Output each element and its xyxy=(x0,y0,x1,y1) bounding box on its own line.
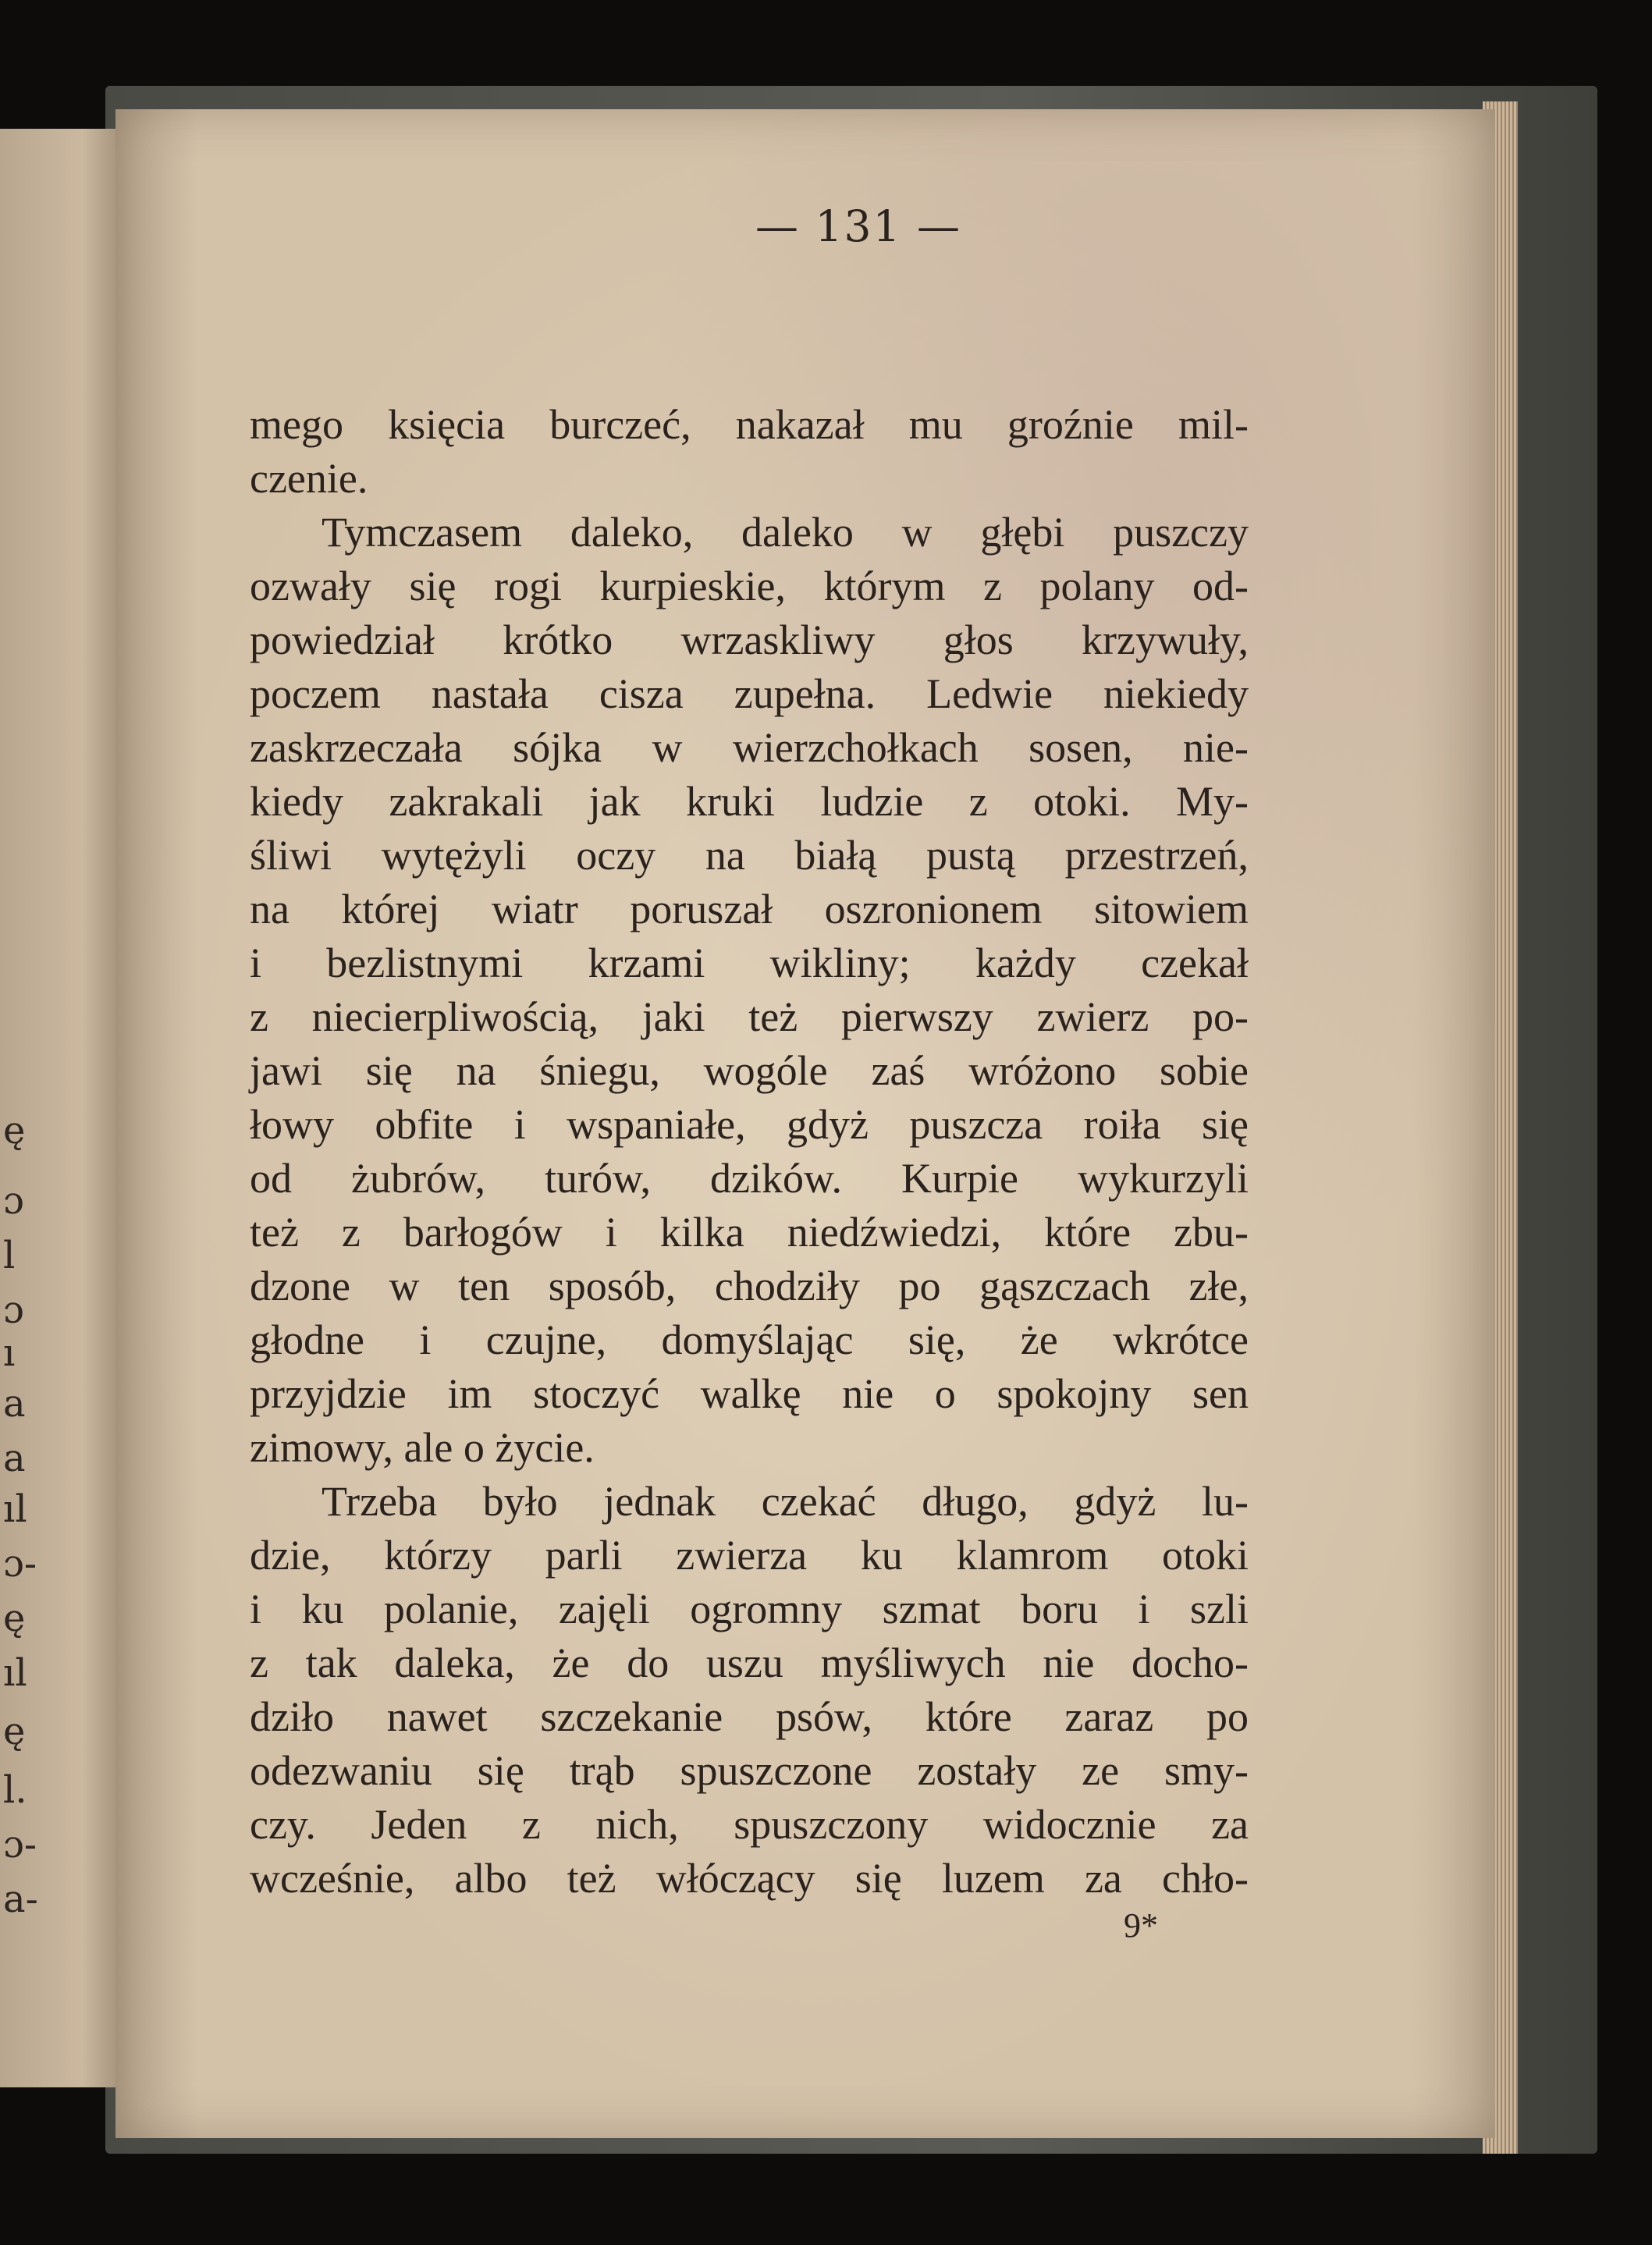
text-line: i ku polanie, zajęli ogromny szmat boru i szli xyxy=(250,1586,1249,1632)
text-line: poczem nastała cisza zupełna. Ledwie niekiedy xyxy=(250,670,1249,717)
body-text xyxy=(250,398,1249,1906)
text-line: mego księcia burczeć, nakazał mu groźnie mil- xyxy=(250,401,1249,448)
text-line: głodne i czujne, domyślając się, że wkrótce xyxy=(250,1316,1249,1363)
text-line: ozwały się rogi kurpieskie, którym z polany od- xyxy=(250,563,1249,609)
page-number-header: — 131 — xyxy=(755,201,961,251)
text-line: czy. Jeden z nich, spuszczony widocznie za xyxy=(250,1801,1249,1848)
prev-page-fragment: ɔ xyxy=(3,1179,24,1223)
previous-page-edge xyxy=(0,129,117,2087)
text-line: śliwi wytężyli oczy na białą pustą przestrzeń, xyxy=(250,832,1249,879)
text-line: z tak daleka, że do uszu myśliwych nie docho- xyxy=(250,1639,1249,1686)
prev-page-fragment: a xyxy=(3,1382,26,1426)
text-line: zimowy, ale o życie. xyxy=(250,1424,595,1471)
text-line: kiedy zakrakali jak kruki ludzie z otoki. My- xyxy=(250,778,1249,825)
prev-page-fragment: ɔ xyxy=(3,1288,24,1332)
prev-page-fragment: ıl xyxy=(3,1651,27,1695)
prev-page-fragment: a- xyxy=(3,1877,38,1921)
text-line: dziło nawet szczekanie psów, które zaraz po xyxy=(250,1693,1249,1740)
text-line: na której wiatr poruszał oszronionem sitowiem xyxy=(250,886,1249,932)
signature-mark: 9* xyxy=(1124,1906,1158,1945)
text-line: z niecierpliwością, jaki też pierwszy zwierz po- xyxy=(250,993,1249,1040)
text-line: czenie. xyxy=(250,455,368,502)
prev-page-fragment: ę xyxy=(3,1710,26,1753)
prev-page-fragment: a xyxy=(3,1437,26,1480)
text-line: jawi się na śniegu, wogóle zaś wróżono sobie xyxy=(250,1047,1249,1094)
prev-page-fragment: l. xyxy=(3,1768,27,1812)
text-line: dzone w ten sposób, chodziły po gąszczach złe, xyxy=(250,1263,1249,1309)
prev-page-fragment: ɔ- xyxy=(3,1542,37,1586)
paragraph xyxy=(250,398,1249,506)
prev-page-fragment: ę xyxy=(3,1109,26,1153)
text-line: Tymczasem daleko, daleko w głębi puszczy xyxy=(322,509,1249,556)
text-line: łowy obfite i wspaniałe, gdyż puszcza roiła się xyxy=(250,1101,1249,1148)
prev-page-fragment: ę xyxy=(3,1597,26,1640)
text-line: i bezlistnymi krzami wikliny; każdy czekał xyxy=(250,940,1249,986)
text-line: odezwaniu się trąb spuszczone zostały ze smy- xyxy=(250,1747,1249,1794)
text-line: powiedział krótko wrzaskliwy głos krzywuły, xyxy=(250,616,1249,663)
text-line: też z barłogów i kilka niedźwiedzi, które zbu- xyxy=(250,1209,1249,1256)
prev-page-fragment: l xyxy=(3,1234,16,1277)
prev-page-fragment: ıl xyxy=(3,1487,27,1531)
prev-page-fragment: ɔ- xyxy=(3,1823,37,1867)
paragraph xyxy=(250,506,1249,1475)
text-line: od żubrów, turów, dzików. Kurpie wykurzyli xyxy=(250,1155,1249,1202)
paragraph xyxy=(250,1475,1249,1906)
prev-page-fragment: ı xyxy=(3,1331,16,1375)
text-line: przyjdzie im stoczyć walkę nie o spokojny sen xyxy=(250,1370,1249,1417)
text-line: wcześnie, albo też włóczący się luzem za chło- xyxy=(250,1855,1249,1902)
text-line: dzie, którzy parli zwierza ku klamrom otoki xyxy=(250,1532,1249,1579)
text-line: Trzeba było jednak czekać długo, gdyż lu- xyxy=(322,1478,1249,1525)
text-line: zaskrzeczała sójka w wierzchołkach sosen, nie- xyxy=(250,724,1249,771)
